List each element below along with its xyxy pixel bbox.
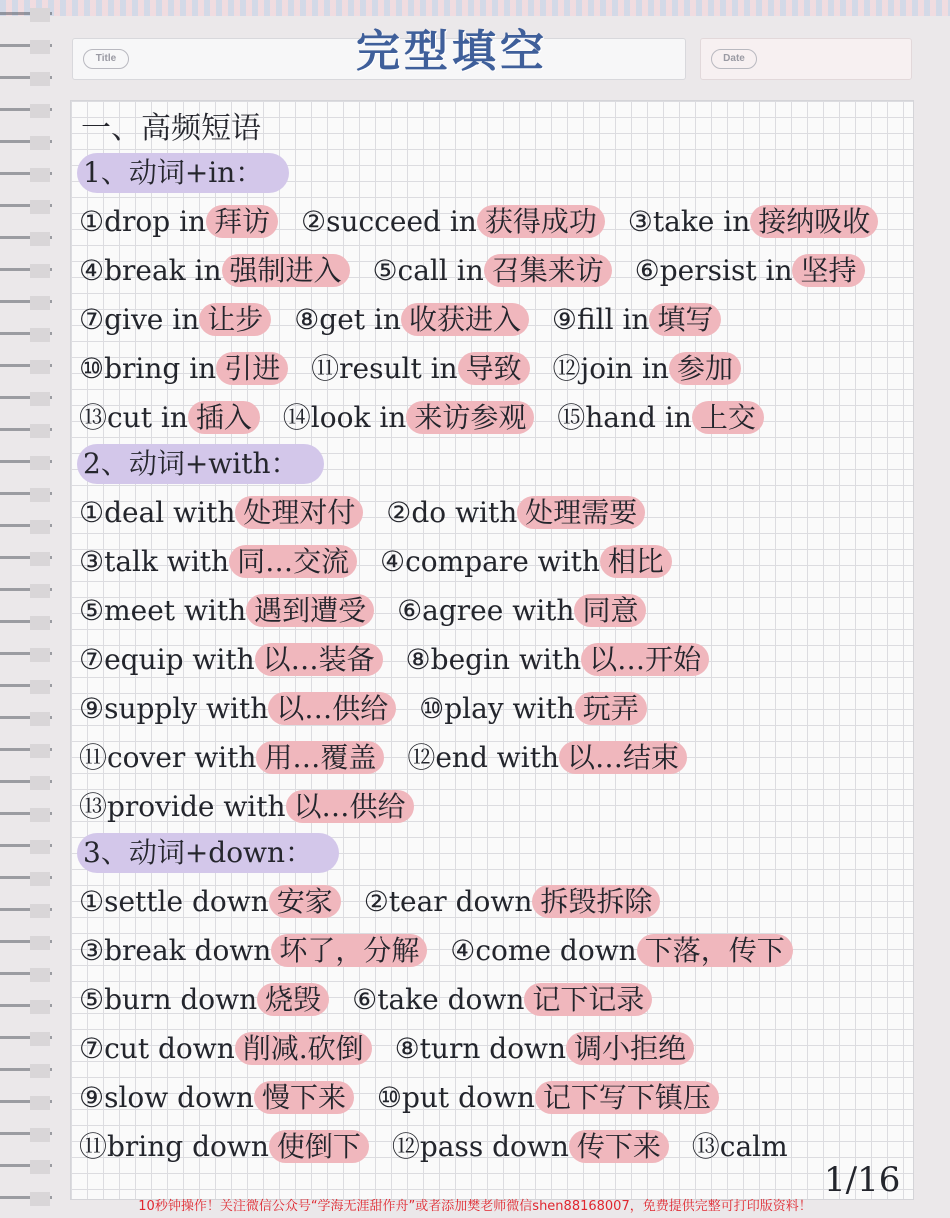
phrase-chinese-highlight: 下落，传下 bbox=[637, 934, 793, 967]
phrase-chinese-highlight: 拜访 bbox=[206, 205, 278, 238]
phrase-item bbox=[79, 496, 363, 529]
phrase-english: ⑨slow down bbox=[79, 1081, 254, 1114]
date-field bbox=[700, 38, 912, 80]
phrase-english: ①deal with bbox=[79, 496, 236, 529]
phrase-chinese-highlight: 以…装备 bbox=[255, 643, 383, 676]
phrase-english: ⑪cover with bbox=[79, 741, 257, 774]
phrase-chinese-highlight: 填写 bbox=[649, 303, 721, 336]
phrase-item bbox=[79, 790, 414, 823]
phrase-chinese-highlight: 收获进入 bbox=[401, 303, 529, 336]
phrase-item bbox=[552, 303, 722, 336]
phrase-english: ⑩put down bbox=[376, 1081, 535, 1114]
phrase-item bbox=[407, 741, 687, 774]
phrase-english: ⑪result in bbox=[311, 352, 458, 385]
phrase-item bbox=[553, 352, 741, 385]
phrase-english: ⑭look in bbox=[282, 401, 407, 434]
phrase-english: ⑩bring in bbox=[79, 352, 217, 385]
phrase-item bbox=[557, 401, 764, 434]
phrase-chinese-highlight: 遇到遭受 bbox=[246, 594, 374, 627]
phrase-english: ⑫end with bbox=[407, 741, 559, 774]
phrase-item bbox=[311, 352, 529, 385]
phrase-chinese-highlight: 慢下来 bbox=[254, 1081, 354, 1114]
phrase-chinese-highlight: 拆毁拆除 bbox=[532, 885, 660, 918]
phrase-english: ⑤burn down bbox=[79, 983, 258, 1016]
phrase-item bbox=[79, 643, 383, 676]
phrase-chinese-highlight: 参加 bbox=[669, 352, 741, 385]
phrase-english: ⑥persist in bbox=[634, 254, 793, 287]
phrase-english: ①drop in bbox=[79, 205, 207, 238]
phrase-chinese-highlight: 同意 bbox=[574, 594, 646, 627]
phrase-chinese-highlight: 安家 bbox=[269, 885, 341, 918]
phrase-item bbox=[380, 545, 672, 578]
phrase-list bbox=[79, 197, 907, 442]
phrase-chinese-highlight: 引进 bbox=[216, 352, 288, 385]
phrase-list bbox=[79, 488, 907, 831]
phrase-english: ⑦cut down bbox=[79, 1032, 235, 1065]
phrase-item bbox=[79, 594, 374, 627]
phrase-chinese-highlight: 传下来 bbox=[569, 1130, 669, 1163]
notes-content bbox=[77, 107, 907, 1171]
date-pill: Date bbox=[711, 49, 757, 69]
phrase-english: ①settle down bbox=[79, 885, 269, 918]
phrase-item bbox=[79, 401, 260, 434]
phrase-english: ⑤meet with bbox=[79, 594, 247, 627]
phrase-chinese-highlight: 处理对付 bbox=[235, 496, 363, 529]
phrase-item bbox=[372, 254, 611, 287]
phrase-chinese-highlight: 相比 bbox=[600, 545, 672, 578]
phrase-item bbox=[450, 934, 792, 967]
phrase-chinese-highlight: 烧毁 bbox=[257, 983, 329, 1016]
phrase-chinese-highlight: 接纳吸收 bbox=[750, 205, 878, 238]
phrase-chinese-highlight: 记下写下镇压 bbox=[535, 1081, 719, 1114]
phrase-chinese-highlight: 记下记录 bbox=[524, 983, 652, 1016]
phrase-chinese-highlight: 召集来访 bbox=[484, 254, 612, 287]
phrase-chinese-highlight: 获得成功 bbox=[477, 205, 605, 238]
page-title: 完型填空 bbox=[356, 26, 548, 77]
phrase-english: ⑨fill in bbox=[551, 303, 650, 336]
phrase-english: ⑬calm bbox=[691, 1130, 788, 1163]
phrase-english: ②tear down bbox=[363, 885, 533, 918]
phrase-english: ⑬provide with bbox=[79, 790, 286, 823]
phrase-chinese-highlight: 处理需要 bbox=[517, 496, 645, 529]
phrase-chinese-highlight: 使倒下 bbox=[269, 1130, 369, 1163]
phrase-item bbox=[79, 741, 384, 774]
phrase-english: ⑦equip with bbox=[79, 643, 255, 676]
phrase-item bbox=[79, 1032, 372, 1065]
phrase-item bbox=[79, 885, 341, 918]
title-pill: Title bbox=[83, 49, 129, 69]
phrase-item bbox=[406, 643, 710, 676]
phrase-chinese-highlight: 坚持 bbox=[792, 254, 864, 287]
section-title: 2、动词+with： bbox=[77, 444, 324, 484]
phrase-item bbox=[419, 692, 647, 725]
phrase-item bbox=[395, 1032, 695, 1065]
phrase-item bbox=[79, 205, 278, 238]
phrase-item bbox=[301, 205, 605, 238]
phrase-english: ③talk with bbox=[79, 545, 230, 578]
grid-paper bbox=[70, 100, 914, 1200]
phrase-item bbox=[628, 205, 879, 238]
phrase-english: ⑥agree with bbox=[397, 594, 575, 627]
phrase-item bbox=[386, 496, 645, 529]
phrase-english: ⑧get in bbox=[294, 303, 401, 336]
phrase-item bbox=[364, 885, 661, 918]
phrase-chinese-highlight: 玩弄 bbox=[575, 692, 647, 725]
phrase-chinese-highlight: 调小拒绝 bbox=[566, 1032, 694, 1065]
phrase-item bbox=[79, 1081, 354, 1114]
phrase-list bbox=[79, 877, 907, 1171]
phrase-english: ⑮hand in bbox=[557, 401, 692, 434]
phrase-item bbox=[79, 303, 271, 336]
phrase-item bbox=[79, 1130, 369, 1163]
section-title: 1、动词+in： bbox=[77, 153, 289, 193]
main-heading: 一、高频短语 bbox=[81, 111, 261, 146]
phrase-item bbox=[283, 401, 535, 434]
phrase-item bbox=[79, 692, 396, 725]
phrase-chinese-highlight: 用…覆盖 bbox=[256, 741, 384, 774]
phrase-chinese-highlight: 以…开始 bbox=[581, 643, 709, 676]
phrase-english: ⑫pass down bbox=[391, 1130, 569, 1163]
phrase-english: ④break in bbox=[79, 254, 222, 287]
phrase-english: ⑩play with bbox=[419, 692, 575, 725]
phrase-item bbox=[79, 934, 427, 967]
page-header bbox=[70, 22, 912, 92]
phrase-chinese-highlight: 导致 bbox=[458, 352, 530, 385]
phrase-english: ⑪bring down bbox=[79, 1130, 269, 1163]
phrase-item bbox=[635, 254, 865, 287]
phrase-chinese-highlight: 强制进入 bbox=[222, 254, 350, 287]
phrase-english: ②do with bbox=[386, 496, 518, 529]
phrase-item bbox=[692, 1130, 788, 1163]
phrase-item bbox=[79, 545, 357, 578]
phrase-chinese-highlight: 以…结束 bbox=[559, 741, 687, 774]
phrase-item bbox=[397, 594, 646, 627]
phrase-chinese-highlight: 同…交流 bbox=[229, 545, 357, 578]
section-title: 3、动词+down： bbox=[77, 833, 339, 873]
footer-notice: 10秒钟操作！关注微信公众号“学海无涯甜作舟”或者添加樊老师微信shen88168007，免费提供完整可打印版资料！ bbox=[138, 1199, 812, 1214]
phrase-english: ②succeed in bbox=[301, 205, 477, 238]
phrase-english: ⑨supply with bbox=[79, 692, 269, 725]
phrase-item bbox=[79, 254, 350, 287]
phrase-english: ⑥take down bbox=[352, 983, 525, 1016]
phrase-english: ⑦give in bbox=[79, 303, 200, 336]
top-decorative-band bbox=[0, 0, 950, 16]
phrase-english: ④come down bbox=[450, 934, 637, 967]
phrase-english: ③take in bbox=[627, 205, 751, 238]
page-number: 1/16 bbox=[824, 1160, 901, 1200]
phrase-chinese-highlight: 坏了，分解 bbox=[271, 934, 427, 967]
phrase-item bbox=[79, 983, 329, 1016]
phrase-english: ⑧turn down bbox=[394, 1032, 567, 1065]
phrase-chinese-highlight: 让步 bbox=[199, 303, 271, 336]
binding-holes bbox=[30, 0, 50, 1218]
phrase-english: ④compare with bbox=[380, 545, 600, 578]
phrase-chinese-highlight: 削减.砍倒 bbox=[235, 1032, 372, 1065]
phrase-chinese-highlight: 上交 bbox=[692, 401, 764, 434]
phrase-english: ③break down bbox=[79, 934, 272, 967]
phrase-chinese-highlight: 以…供给 bbox=[268, 692, 396, 725]
phrase-item bbox=[79, 352, 288, 385]
phrase-english: ⑧begin with bbox=[405, 643, 582, 676]
phrase-item bbox=[392, 1130, 669, 1163]
phrase-english: ⑤call in bbox=[372, 254, 484, 287]
phrase-english: ⑫join in bbox=[552, 352, 669, 385]
phrase-item bbox=[352, 983, 652, 1016]
phrase-item bbox=[377, 1081, 719, 1114]
phrase-english: ⑬cut in bbox=[79, 401, 188, 434]
phrase-item bbox=[294, 303, 529, 336]
phrase-chinese-highlight: 来访参观 bbox=[406, 401, 534, 434]
phrase-chinese-highlight: 以…供给 bbox=[286, 790, 414, 823]
phrase-chinese-highlight: 插入 bbox=[188, 401, 260, 434]
